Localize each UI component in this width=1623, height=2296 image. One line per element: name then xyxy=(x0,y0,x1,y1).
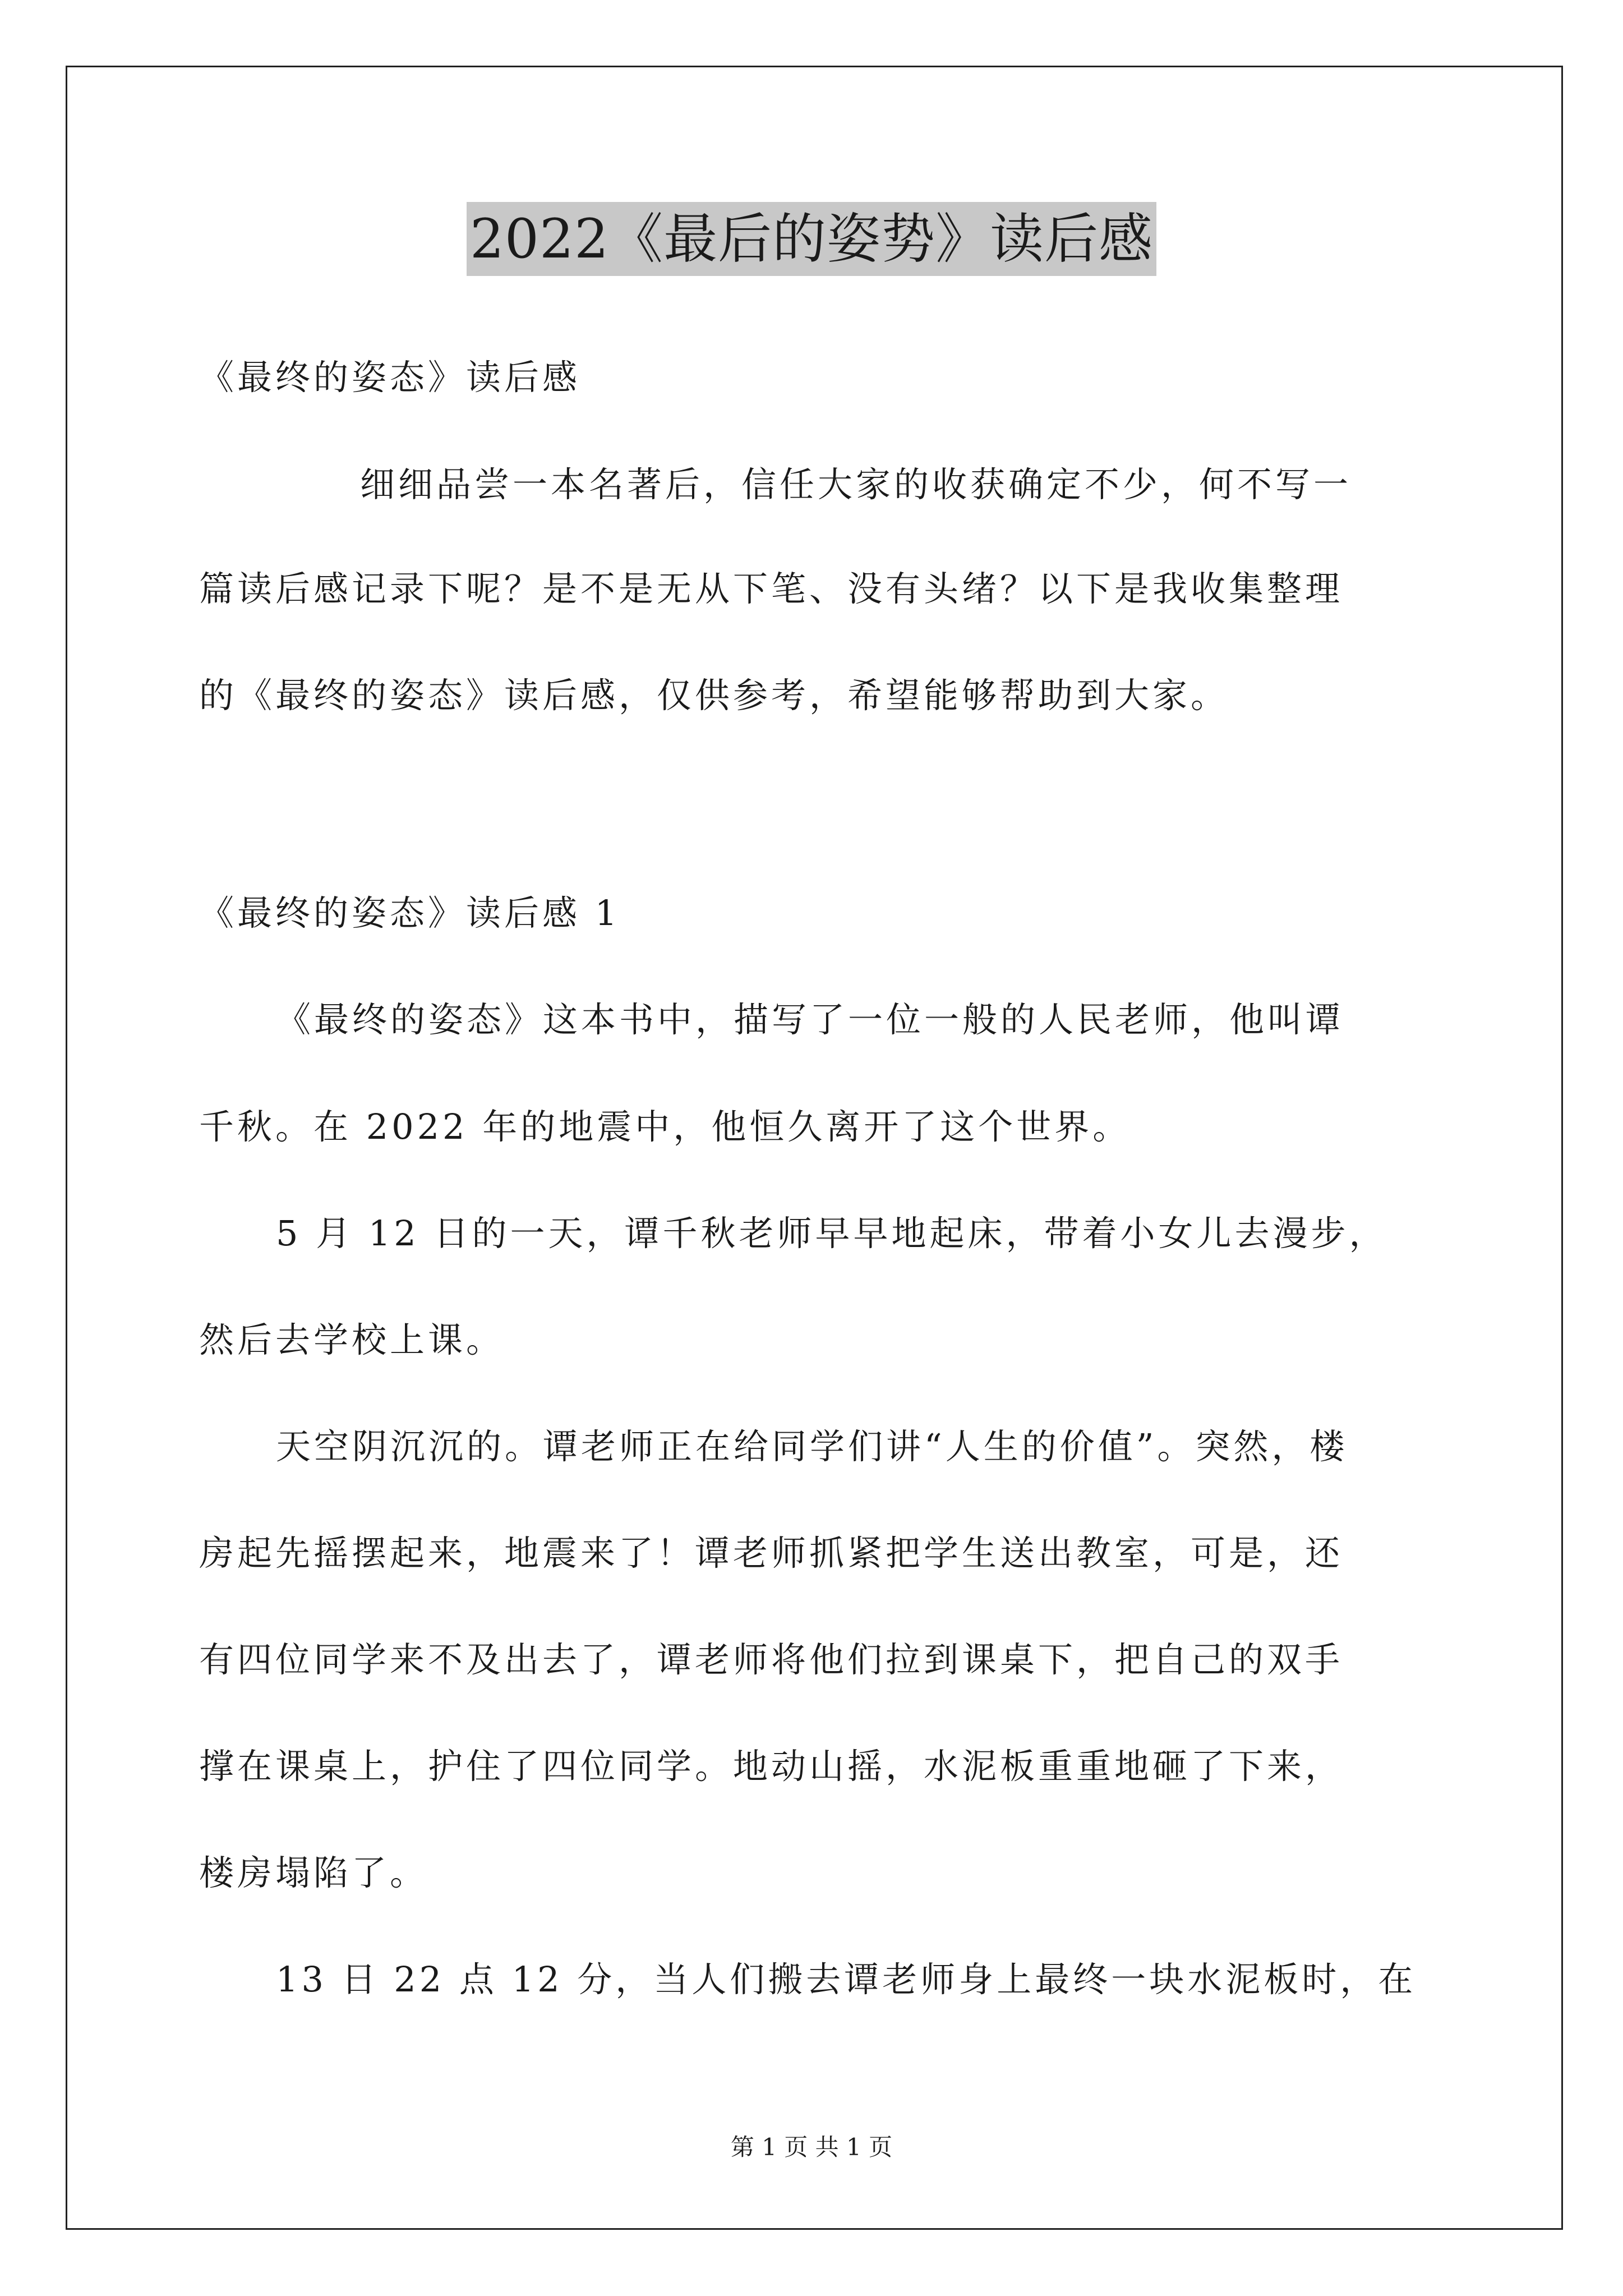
body-line: 有四位同学来不及出去了，谭老师将他们拉到课桌下，把自己的双手 xyxy=(199,1639,1344,1680)
document-title: 2022《最后的姿势》读后感 xyxy=(467,202,1156,276)
body-line: 千秋。在 2022 年的地震中，他恒久离开了这个世界。 xyxy=(199,1106,1131,1147)
body-line: 天空阴沉沉的。谭老师正在给同学们讲“人生的价值”。突然，楼 xyxy=(276,1426,1348,1467)
body-line: 撑在课桌上，护住了四位同学。地动山摇，水泥板重重地砸了下来， xyxy=(199,1746,1344,1787)
intro-line: 的《最终的姿态》读后感，仅供参考，希望能够帮助到大家。 xyxy=(199,675,1229,716)
body-line: 楼房塌陷了。 xyxy=(199,1852,428,1893)
body-line: 《最终的姿态》这本书中，描写了一位一般的人民老师，他叫谭 xyxy=(276,999,1344,1040)
page-footer: 第 1 页 共 1 页 xyxy=(730,2133,893,2161)
title-block xyxy=(0,202,1623,276)
intro-line: 细细品尝一本名著后，信任大家的收获确定不少，何不写一 xyxy=(360,464,1352,505)
section-heading: 《最终的姿态》读后感 1 xyxy=(199,892,621,933)
body-line: 5 月 12 日的一天，谭千秋老师早早地起床，带着小女儿去漫步， xyxy=(276,1213,1387,1254)
body-line: 13 日 22 点 12 分，当人们搬去谭老师身上最终一块水泥板时，在 xyxy=(276,1959,1417,2000)
body-line: 然后去学校上课。 xyxy=(199,1319,505,1360)
intro-line: 篇读后感记录下呢？是不是无从下笔、没有头绪？以下是我收集整理 xyxy=(199,568,1344,609)
subtitle: 《最终的姿态》读后感 xyxy=(199,357,581,398)
body-line: 房起先摇摆起来，地震来了！谭老师抓紧把学生送出教室，可是，还 xyxy=(199,1533,1344,1573)
